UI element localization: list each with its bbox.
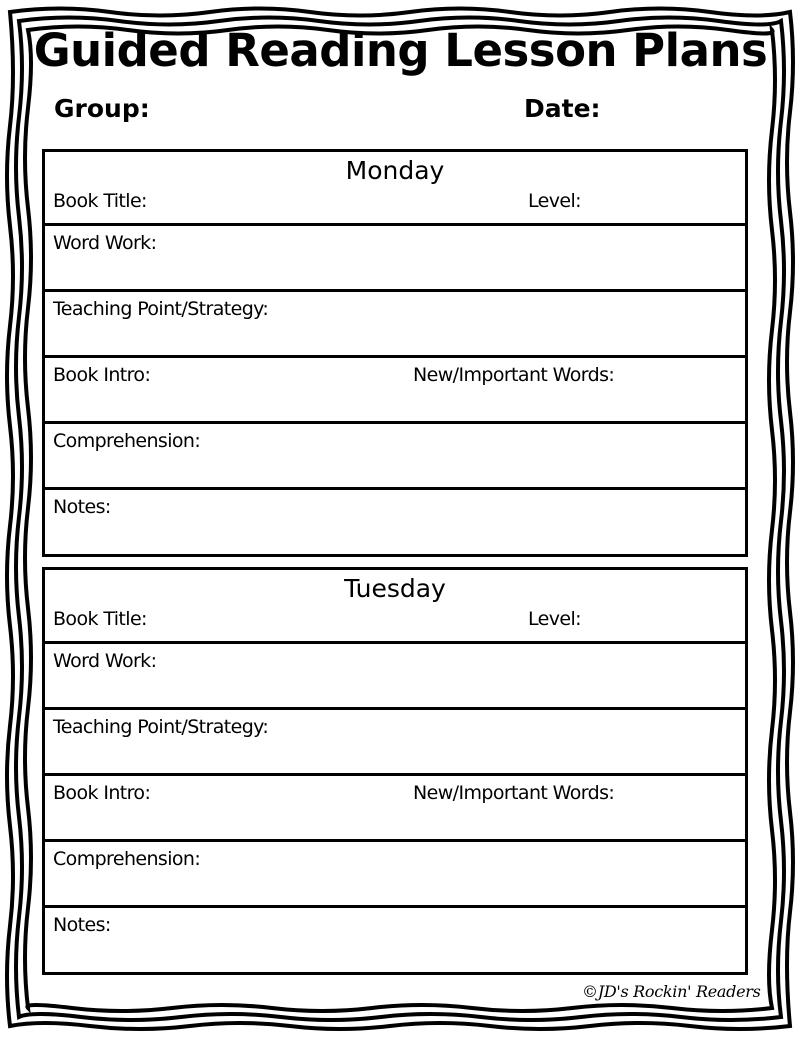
- monday-section: [42, 149, 748, 557]
- group-label: Group:: [54, 94, 150, 123]
- new-words-label: New/Important Words:: [413, 364, 615, 386]
- comprehension-label: Comprehension:: [53, 430, 201, 452]
- tuesday-header-row: [45, 570, 745, 644]
- word-work-row: [45, 226, 745, 292]
- teaching-point-label: Teaching Point/Strategy:: [53, 716, 269, 738]
- copyright-text: ©JD's Rockin' Readers: [582, 982, 761, 1001]
- word-work-row: [45, 644, 745, 710]
- date-label: Date:: [524, 94, 601, 123]
- comprehension-label: Comprehension:: [53, 848, 201, 870]
- teaching-point-row: [45, 292, 745, 358]
- word-work-label: Word Work:: [53, 232, 157, 254]
- notes-row: [45, 908, 745, 972]
- book-intro-label: Book Intro:: [53, 782, 151, 804]
- tuesday-section: [42, 567, 748, 975]
- word-work-label: Word Work:: [53, 650, 157, 672]
- day-name: Tuesday: [344, 574, 446, 603]
- page-title: Guided Reading Lesson Plans: [33, 24, 768, 77]
- teaching-point-label: Teaching Point/Strategy:: [53, 298, 269, 320]
- notes-label: Notes:: [53, 914, 111, 936]
- book-intro-row: [45, 776, 745, 842]
- comprehension-row: [45, 424, 745, 490]
- level-label: Level:: [528, 608, 581, 630]
- book-title-label: Book Title:: [53, 608, 147, 630]
- level-label: Level:: [528, 190, 581, 212]
- notes-label: Notes:: [53, 496, 111, 518]
- new-words-label: New/Important Words:: [413, 782, 615, 804]
- book-title-label: Book Title:: [53, 190, 147, 212]
- comprehension-row: [45, 842, 745, 908]
- book-intro-label: Book Intro:: [53, 364, 151, 386]
- teaching-point-row: [45, 710, 745, 776]
- day-name: Monday: [345, 156, 445, 185]
- monday-header-row: [45, 152, 745, 226]
- book-intro-row: [45, 358, 745, 424]
- notes-row: [45, 490, 745, 554]
